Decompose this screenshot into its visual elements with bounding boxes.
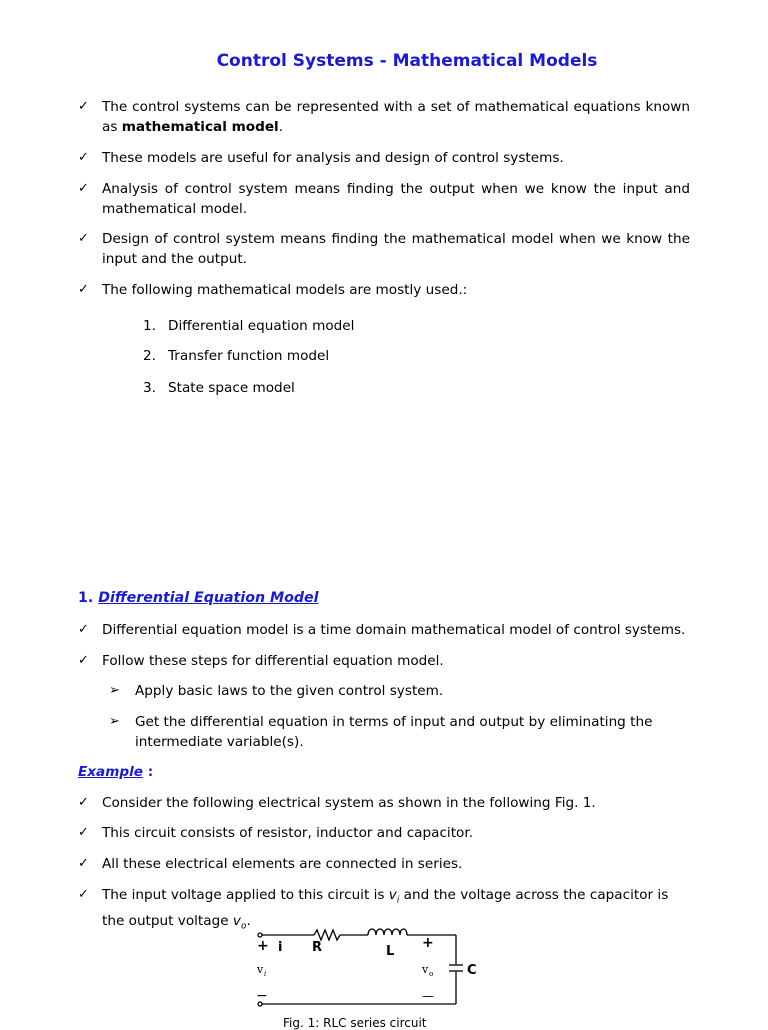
example-bullet-4: ✓ The input voltage applied to this circuit is $v_i$ and the voltage across the capacitor is the output voltage $v_o$. xyxy=(78,887,669,932)
input-voltage-subscript: i xyxy=(264,970,267,978)
input-minus-label: − xyxy=(256,988,268,1004)
intro-bullet-5: ✓ The following mathematical models are mostly used.: xyxy=(78,282,468,298)
check-icon: ✓ xyxy=(78,99,89,114)
bold-term: mathematical model xyxy=(121,119,279,135)
section-heading: 1. Differential Equation Model xyxy=(78,590,319,606)
current-label: i xyxy=(278,940,283,955)
model-list-item: 2. Transfer function model xyxy=(143,348,330,364)
output-minus-label: — xyxy=(422,989,434,1003)
intro-bullet-3: ✓ Analysis of control system means finding the output when we know the input and mathematical model. xyxy=(78,181,690,217)
figure-caption: Fig. 1: RLC series circuit xyxy=(283,1016,427,1030)
page-title: Control Systems - Mathematical Models xyxy=(216,51,598,71)
model-list-item: 3. State space model xyxy=(143,380,295,396)
check-icon: ✓ xyxy=(78,825,89,840)
check-icon: ✓ xyxy=(78,795,89,810)
step-item-1: ➢ Apply basic laws to the given control system. xyxy=(109,683,444,699)
arrow-bullet-icon: ➢ xyxy=(109,714,120,729)
intro-bullet-2: ✓ These models are useful for analysis and design of control systems. xyxy=(78,150,564,166)
intro-bullet-4: ✓ Design of control system means finding the mathematical model when we know the input and the output. xyxy=(78,231,690,267)
resistor-label: R xyxy=(312,940,323,955)
resistor-symbol xyxy=(314,930,340,940)
input-terminal-top xyxy=(258,933,262,937)
output-plus-label: + xyxy=(422,935,434,951)
capacitor-label: C xyxy=(467,963,477,978)
check-icon: ✓ xyxy=(78,856,89,871)
section-heading-link[interactable]: Differential Equation Model xyxy=(98,590,319,606)
input-voltage-label: v xyxy=(257,963,264,976)
check-icon: ✓ xyxy=(78,282,89,297)
check-icon: ✓ xyxy=(78,622,89,637)
check-icon: ✓ xyxy=(78,231,89,246)
step-item-2: ➢ Get the differential equation in terms of input and output by eliminating the intermediate variable(s). xyxy=(109,714,653,750)
model-list-item: 1. Differential equation model xyxy=(143,318,355,334)
check-icon: ✓ xyxy=(78,653,89,668)
section-bullet-1: ✓ Differential equation model is a time domain mathematical model of control systems. xyxy=(78,622,686,638)
check-icon: ✓ xyxy=(78,150,89,165)
inductor-symbol xyxy=(368,929,407,935)
output-voltage-label: v xyxy=(422,963,429,976)
example-bullet-2: ✓ This circuit consists of resistor, inductor and capacitor. xyxy=(78,825,474,841)
example-bullet-3: ✓ All these electrical elements are connected in series. xyxy=(78,856,463,872)
inductor-label: L xyxy=(386,944,395,959)
input-plus-label: + xyxy=(257,938,269,954)
intro-bullet-1: ✓ The control systems can be represented with a set of mathematical equations known as mathematical model. xyxy=(78,99,690,135)
section-bullet-2: ✓ Follow these steps for differential equation model. xyxy=(78,653,444,669)
arrow-bullet-icon: ➢ xyxy=(109,683,120,698)
check-icon: ✓ xyxy=(78,887,89,902)
output-voltage-subscript: o xyxy=(429,970,434,978)
example-link[interactable]: Example xyxy=(78,764,144,780)
example-heading: Example : xyxy=(78,764,154,780)
check-icon: ✓ xyxy=(78,181,89,196)
example-bullet-1: ✓ Consider the following electrical system as shown in the following Fig. 1. xyxy=(78,795,596,811)
